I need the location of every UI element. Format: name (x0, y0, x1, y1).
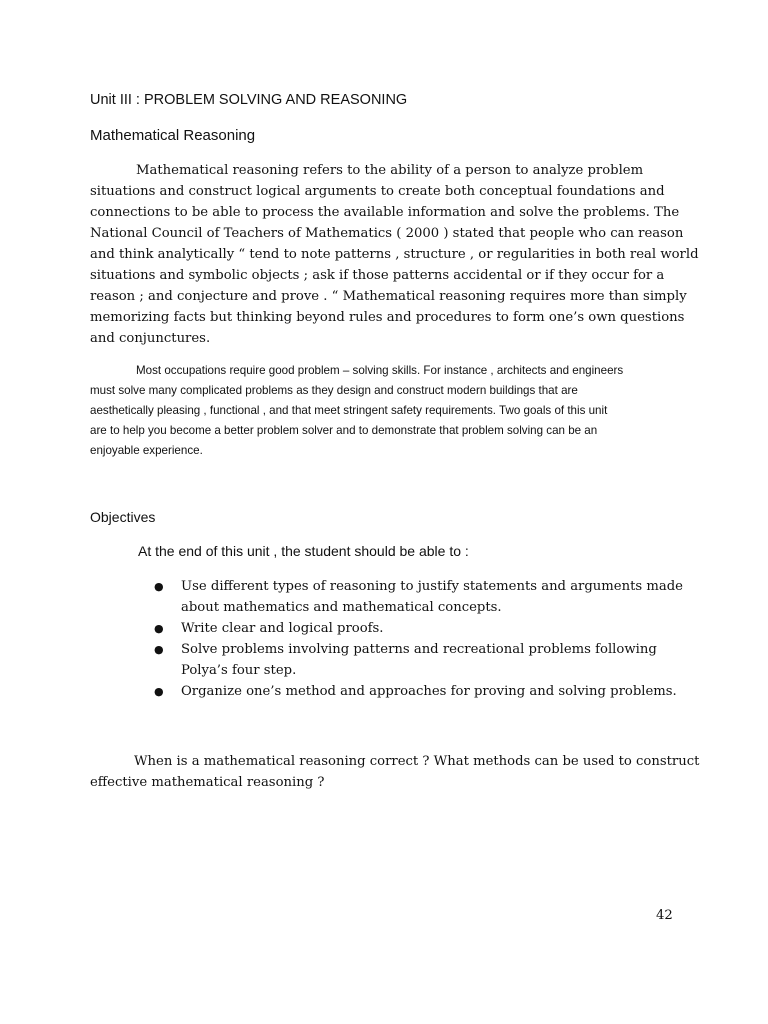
page-number: 42 (656, 908, 673, 923)
paragraph-line: situations and construct logical arguments to create both conceptual foundations and (90, 184, 665, 199)
list-item (150, 681, 690, 702)
paragraph-line: connections to be able to process the available information and solve the problems. The (90, 205, 680, 220)
paragraph-line: Most occupations require good problem – solving skills. For instance , architects and engineers (136, 364, 624, 377)
paragraph-line: memorizing facts but thinking beyond rules and procedures to form one’s own questions (90, 310, 685, 325)
paragraph-occupations (90, 361, 680, 461)
paragraph-line: National Council of Teachers of Mathematics ( 2000 ) stated that people who can reason (90, 226, 684, 241)
paragraph-line: reason ; and conjecture and prove . “ Mathematical reasoning requires more than simply (90, 289, 687, 304)
objectives-list (150, 576, 690, 702)
list-item-line: about mathematics and mathematical concepts. (181, 600, 502, 615)
list-item-line: Polya’s four step. (181, 663, 297, 678)
paragraph-line: must solve many complicated problems as they design and construct modern buildings that are (90, 384, 578, 397)
list-item-line: Organize one’s method and approaches for proving and solving problems. (181, 684, 677, 699)
paragraph-mathematical-reasoning (90, 160, 699, 349)
question-line: When is a mathematical reasoning correct ? What methods can be used to construct (134, 754, 700, 769)
list-item-line: Use different types of reasoning to justify statements and arguments made (181, 579, 683, 594)
paragraph-line: and conjunctures. (90, 331, 211, 346)
list-item-line: Solve problems involving patterns and recreational problems following (181, 642, 657, 657)
section-heading: Mathematical Reasoning (90, 127, 256, 144)
paragraph-line: situations and symbolic objects ; ask if those patterns accidental or if they occur for a (90, 268, 665, 283)
paragraph-line: Mathematical reasoning refers to the ability of a person to analyze problem (136, 163, 644, 178)
bullet-icon: ● (154, 685, 164, 698)
paragraph-line: and think analytically “ tend to note patterns , structure , or regularities in both real world (90, 247, 699, 262)
closing-question (90, 751, 700, 793)
list-item (150, 618, 690, 639)
bullet-icon: ● (154, 580, 164, 593)
unit-title: Unit III : PROBLEM SOLVING AND REASONING (90, 92, 408, 108)
objectives-heading: Objectives (90, 509, 156, 525)
objectives-intro: At the end of this unit , the student should be able to : (138, 543, 469, 559)
paragraph-line: enjoyable experience. (90, 444, 203, 457)
paragraph-line: are to help you become a better problem solver and to demonstrate that problem solving can be an (90, 424, 598, 437)
paragraph-line: aesthetically pleasing , functional , and that meet stringent safety requirements. Two goals of this unit (90, 404, 608, 417)
question-line: effective mathematical reasoning ? (90, 775, 325, 790)
bullet-icon: ● (154, 643, 164, 656)
list-item (150, 639, 690, 681)
list-item-line: Write clear and logical proofs. (181, 621, 384, 636)
bullet-icon: ● (154, 622, 164, 635)
list-item (150, 576, 690, 618)
